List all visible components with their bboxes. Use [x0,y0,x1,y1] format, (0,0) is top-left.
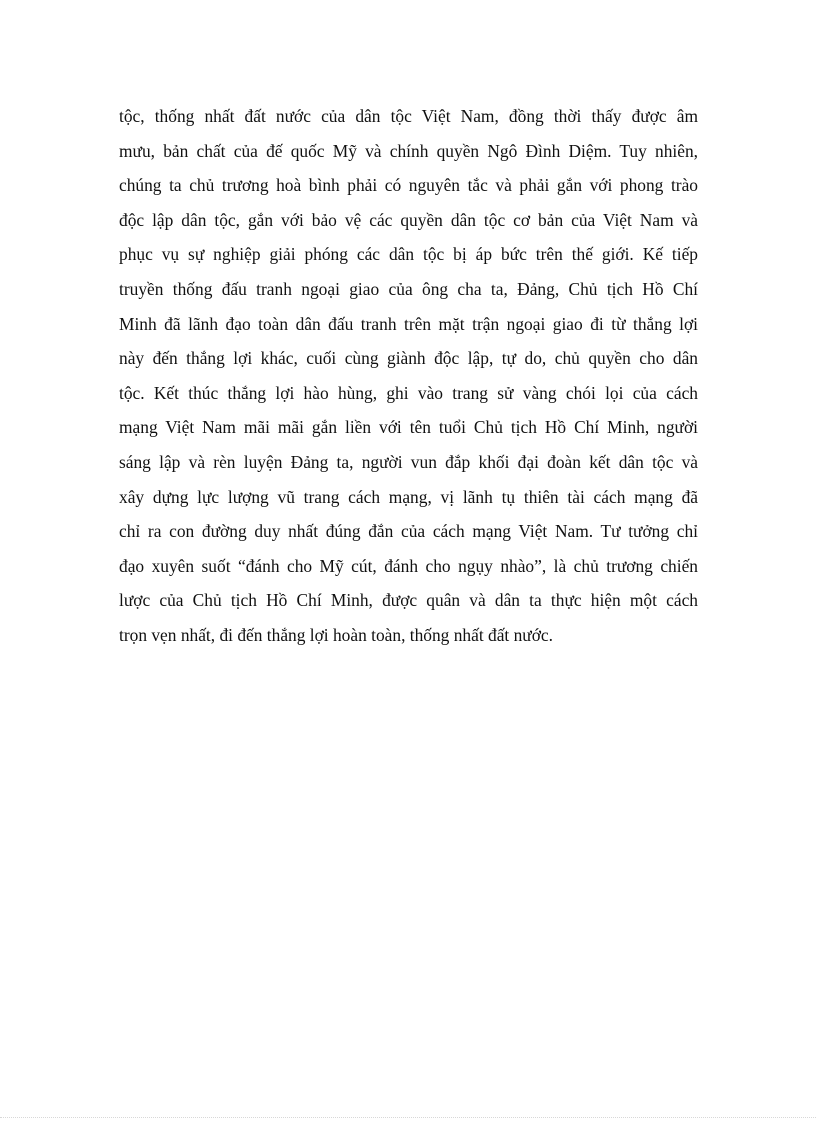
paragraph-line: tộc, thống nhất đất nước của dân tộc Việt Nam, đồng thời thấy được âm [119,106,698,126]
paragraph-line: truyền thống đấu tranh ngoại giao của ông cha ta, Đảng, Chủ tịch Hồ Chí [119,278,698,299]
paragraph-line: sáng lập và rèn luyện Đảng ta, người vun đắp khối đại đoàn kết dân tộc và [119,451,698,472]
paragraph-line: xây dựng lực lượng vũ trang cách mạng, vị lãnh tụ thiên tài cách mạng đã [119,486,698,507]
paragraph-line: chúng ta chủ trương hoà bình phải có nguyên tắc và phải gắn với phong trào [119,175,698,196]
paragraph-line: đạo xuyên suốt “đánh cho Mỹ cút, đánh cho ngụy nhào”, là chủ trương chiến [119,555,698,576]
paragraph-line: tộc. Kết thúc thắng lợi hào hùng, ghi vào trang sử vàng chói lọi của cách [119,382,698,403]
body-paragraph [119,99,698,653]
paragraph-line: chỉ ra con đường duy nhất đúng đắn của cách mạng Việt Nam. Tư tưởng chỉ [119,521,698,542]
paragraph-line: mạng Việt Nam mãi mãi gắn liền với tên tuổi Chủ tịch Hồ Chí Minh, người [119,417,698,438]
paragraph-line: mưu, bản chất của đế quốc Mỹ và chính quyền Ngô Đình Diệm. Tuy nhiên, [119,140,698,161]
paragraph-line: độc lập dân tộc, gắn với bảo vệ các quyền dân tộc cơ bản của Việt Nam và [119,209,698,230]
paragraph-line: lược của Chủ tịch Hồ Chí Minh, được quân và dân ta thực hiện một cách [119,590,698,611]
paragraph-line: Minh đã lãnh đạo toàn dân đấu tranh trên mặt trận ngoại giao đi từ thắng lợi [119,313,698,334]
paragraph-last-line: trọn vẹn nhất, đi đến thắng lợi hoàn toàn, thống nhất đất nước. [119,624,553,645]
paragraph-line: phục vụ sự nghiệp giải phóng các dân tộc bị áp bức trên thế giới. Kế tiếp [119,244,698,265]
page-bottom-divider [0,1117,816,1118]
paragraph-line: này đến thắng lợi khác, cuối cùng giành độc lập, tự do, chủ quyền cho dân [119,348,698,369]
